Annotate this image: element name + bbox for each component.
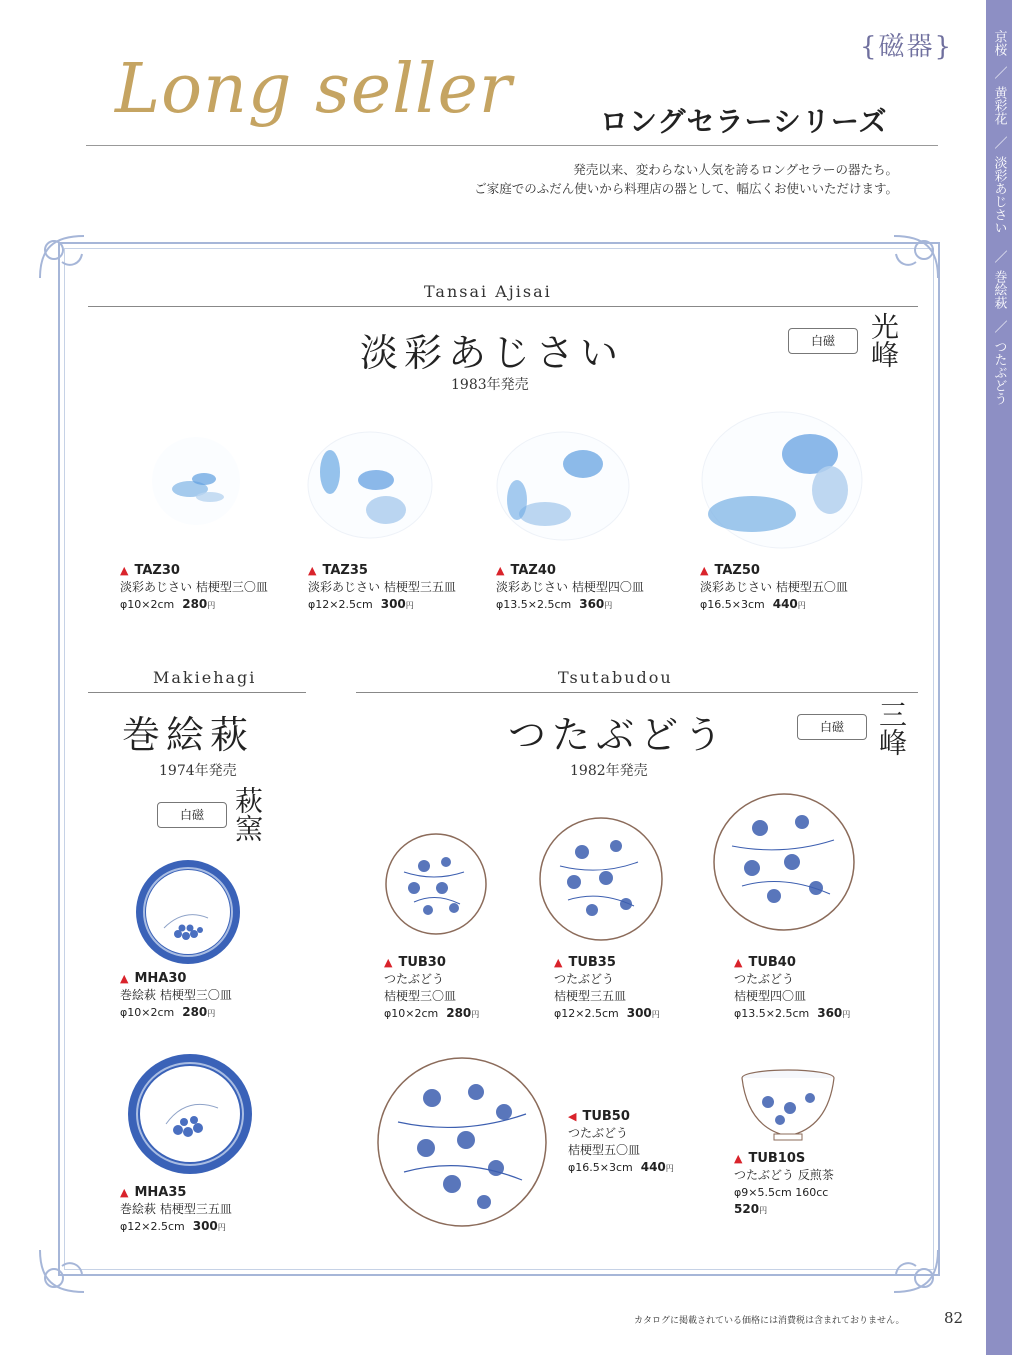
triangle-marker-icon: ▲	[120, 1186, 129, 1199]
intro-text-line2: ご家庭でのふだん使いから料理店の器として、幅広くお使いいただけます。	[474, 181, 898, 196]
side-tab-item-kyozakura[interactable]	[986, 30, 1012, 60]
product-price: 300	[626, 1006, 652, 1020]
product-tub30	[384, 954, 479, 1023]
triangle-marker-icon: ▲	[308, 564, 317, 577]
product-size: φ10×2cm	[120, 598, 175, 611]
category-label: {磁器}	[860, 32, 954, 62]
product-size: φ13.5×2.5cm	[734, 1007, 810, 1020]
triangle-marker-icon: ▲	[554, 956, 563, 969]
product-name: 桔梗型四〇皿	[734, 989, 807, 1003]
triangle-marker-icon: ▲	[496, 564, 505, 577]
corner-ornament-icon	[34, 228, 90, 284]
side-tab-item-ousaika[interactable]	[986, 86, 1012, 129]
artist-signature: 萩窯	[231, 786, 264, 842]
product-tub35	[554, 954, 660, 1023]
intro-text-line1: 発売以来、変わらない人気を誇るロングセラーの器たち。	[573, 162, 898, 177]
product-size: φ10×2cm	[384, 1007, 439, 1020]
product-size: φ16.5×3cm	[568, 1161, 633, 1174]
product-size: φ16.5×3cm	[700, 598, 765, 611]
plate-image-tub30	[384, 832, 488, 936]
product-mha35	[120, 1184, 232, 1236]
price-unit: 円	[471, 1010, 480, 1019]
plate-image-taz50	[700, 410, 864, 550]
corner-ornament-icon	[34, 1244, 90, 1300]
material-badge: 白磁	[157, 802, 227, 828]
side-tab-separator: ／	[991, 250, 1007, 263]
plate-image-mha30	[134, 858, 242, 966]
product-price: 520	[734, 1202, 760, 1216]
product-name: 淡彩あじさい 桔梗型四〇皿	[496, 580, 644, 594]
side-tab-separator: ／	[991, 66, 1007, 79]
side-tab-item-tsutabudou[interactable]	[986, 340, 1012, 409]
product-code: TUB35	[568, 955, 616, 970]
product-name: つたぶどう 反煎茶	[734, 1168, 834, 1182]
page-number: 82	[944, 1309, 964, 1327]
product-code: TAZ35	[322, 563, 368, 578]
triangle-marker-icon: ▲	[120, 564, 129, 577]
side-tab-label: 巻絵萩	[991, 270, 1007, 309]
product-code: MHA35	[134, 1185, 187, 1200]
triangle-marker-icon: ▲	[700, 564, 709, 577]
product-code: MHA30	[134, 971, 187, 986]
product-name: 桔梗型三〇皿	[384, 989, 457, 1003]
side-tab-separator: ／	[991, 136, 1007, 149]
script-title: Long seller	[115, 50, 513, 129]
product-taz30	[120, 562, 268, 614]
material-badge: 白磁	[788, 328, 858, 354]
release-year-tansai: 1983年発売	[451, 377, 529, 393]
side-tab-separator: ／	[991, 320, 1007, 333]
product-size: φ12×2.5cm	[120, 1220, 185, 1233]
price-unit: 円	[797, 601, 806, 610]
product-code: TUB10S	[748, 1151, 806, 1166]
product-size: φ10×2cm	[120, 1006, 175, 1019]
artist-signature: 光峰	[867, 312, 900, 368]
series-title: ロングセラーシリーズ	[600, 105, 888, 138]
product-price: 360	[817, 1006, 843, 1020]
triangle-marker-icon: ▲	[734, 1152, 743, 1165]
side-index-tab	[986, 0, 1012, 1355]
release-year-tsutabudou: 1982年発売	[570, 763, 648, 779]
section-title-makiehagi: 巻絵萩	[122, 713, 255, 757]
product-size: φ12×2.5cm	[554, 1007, 619, 1020]
section-subtitle-tansai: Tansai Ajisai	[424, 282, 552, 301]
price-unit: 円	[665, 1164, 674, 1173]
plate-image-mha35	[126, 1052, 254, 1176]
product-code: TAZ30	[134, 563, 180, 578]
section-rule	[356, 692, 918, 693]
product-taz50	[700, 562, 848, 614]
tax-note: カタログに掲載されている価格には消費税は含まれておりません。	[634, 1316, 905, 1326]
artist-signature: 三峰	[875, 700, 908, 756]
price-unit: 円	[207, 601, 216, 610]
product-taz40	[496, 562, 644, 614]
product-price: 280	[182, 597, 208, 611]
product-code: TUB40	[748, 955, 796, 970]
price-unit: 円	[604, 601, 613, 610]
product-price: 300	[380, 597, 406, 611]
product-price: 280	[446, 1006, 472, 1020]
side-tab-label: 淡彩あじさい	[991, 156, 1007, 234]
corner-ornament-icon	[888, 228, 944, 284]
product-code: TUB30	[398, 955, 446, 970]
section-rule	[88, 692, 306, 693]
plate-image-taz35	[306, 430, 434, 540]
triangle-marker-icon: ▲	[384, 956, 393, 969]
product-name: 巻絵萩 桔梗型三〇皿	[120, 988, 232, 1002]
product-size: φ12×2.5cm	[308, 598, 373, 611]
product-name: つたぶどう	[568, 1126, 629, 1140]
price-unit: 円	[651, 1010, 660, 1019]
release-year-makiehagi: 1974年発売	[159, 763, 237, 779]
section-title-tsutabudou: つたぶどう	[508, 713, 729, 757]
price-unit: 円	[405, 601, 414, 610]
product-name: 淡彩あじさい 桔梗型五〇皿	[700, 580, 848, 594]
material-badge: 白磁	[797, 714, 867, 740]
side-tab-label: 黄彩花	[991, 86, 1007, 125]
teacup-image-tub10s	[740, 1068, 836, 1144]
product-name: つたぶどう	[384, 972, 445, 986]
product-price: 440	[640, 1160, 666, 1174]
product-code: TUB50	[582, 1109, 630, 1124]
plate-image-taz40	[495, 430, 631, 542]
price-unit: 円	[842, 1010, 851, 1019]
product-size: φ13.5×2.5cm	[496, 598, 572, 611]
price-unit: 円	[207, 1009, 216, 1018]
product-name: 淡彩あじさい 桔梗型三五皿	[308, 580, 456, 594]
side-tab-item-makiehagi[interactable]	[986, 270, 1012, 313]
product-price: 440	[772, 597, 798, 611]
triangle-marker-icon: ◀	[568, 1110, 577, 1123]
product-name: つたぶどう	[554, 972, 615, 986]
plate-image-tub35	[538, 816, 664, 942]
price-unit: 円	[759, 1206, 768, 1215]
product-tub50	[568, 1108, 674, 1177]
plate-image-taz30	[150, 435, 242, 527]
product-taz35	[308, 562, 456, 614]
product-tub40	[734, 954, 850, 1023]
product-code: TAZ50	[714, 563, 760, 578]
side-tab-label: 京桜	[991, 30, 1007, 56]
product-price: 280	[182, 1005, 208, 1019]
product-code: TAZ40	[510, 563, 556, 578]
header-rule	[86, 145, 938, 146]
section-rule	[88, 306, 918, 307]
corner-ornament-icon	[888, 1244, 944, 1300]
product-price: 360	[579, 597, 605, 611]
product-mha30	[120, 970, 232, 1022]
section-subtitle-tsutabudou: Tsutabudou	[558, 668, 673, 687]
product-tub10s	[734, 1150, 834, 1219]
product-name: 桔梗型五〇皿	[568, 1143, 641, 1157]
side-tab-label: つたぶどう	[991, 340, 1007, 405]
plate-image-tub40	[712, 792, 856, 932]
product-name: 巻絵萩 桔梗型三五皿	[120, 1202, 232, 1216]
product-name: 淡彩あじさい 桔梗型三〇皿	[120, 580, 268, 594]
plate-image-tub50	[376, 1056, 548, 1228]
triangle-marker-icon: ▲	[734, 956, 743, 969]
product-price: 300	[192, 1219, 218, 1233]
product-name: つたぶどう	[734, 972, 795, 986]
product-name: 桔梗型三五皿	[554, 989, 627, 1003]
side-tab-item-tansai-ajisai[interactable]	[986, 156, 1012, 238]
product-size: φ9×5.5cm 160cc	[734, 1186, 829, 1199]
section-title-tansai: 淡彩あじさい	[360, 331, 625, 375]
triangle-marker-icon: ▲	[120, 972, 129, 985]
price-unit: 円	[217, 1223, 226, 1232]
section-subtitle-makiehagi: Makiehagi	[153, 668, 257, 687]
